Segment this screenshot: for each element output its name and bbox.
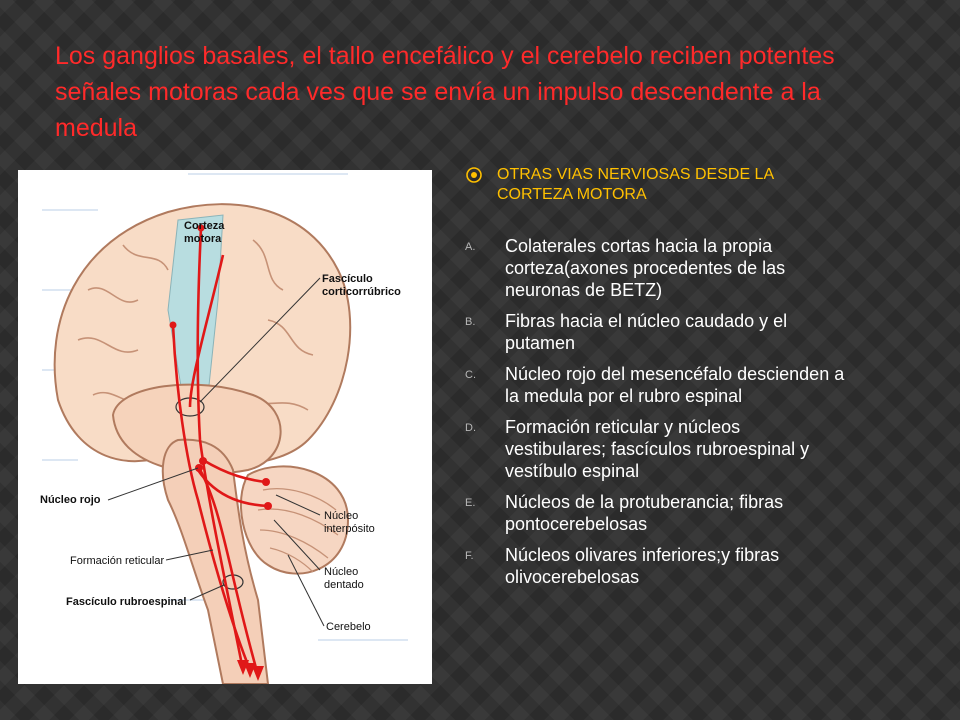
label-fasciculo-corticorrubrico: Fascículo corticorrúbrico — [322, 273, 401, 298]
list-item: E. Núcleos de la protuberancia; fibras pontocerebelosas — [465, 492, 784, 534]
label-nucleo-interposito: Núcleo interpósito — [324, 510, 375, 535]
section-heading — [465, 165, 845, 205]
pathway-list — [465, 235, 845, 588]
list-item: F. Núcleos olivares inferiores;y fibras olivocerebelosas — [465, 545, 780, 587]
content-panel — [465, 160, 845, 597]
label-nucleo-dentado: Núcleo dentado — [324, 566, 364, 591]
target-bullet-icon — [465, 166, 483, 184]
slide-title: Los ganglios basales, el tallo encefálico y el cerebelo reciben potentes señales motoras cada ves que se envía un impulso descendente a la medula — [55, 42, 835, 142]
section-heading-text: OTRAS VIAS NERVIOSAS DESDE LA CORTEZA MOTORA — [497, 166, 774, 203]
label-fasciculo-rubroespinal: Fascículo rubroespinal — [66, 596, 187, 608]
label-cerebelo: Cerebelo — [326, 621, 371, 633]
list-item: C. Núcleo rojo del mesencéfalo descienden a la medula por el rubro espinal — [465, 364, 845, 406]
label-nucleo-rojo: Núcleo rojo — [40, 494, 101, 506]
label-corteza-motora: Corteza motora — [184, 220, 225, 245]
label-formacion-reticular: Formación reticular — [70, 555, 165, 567]
brain-pathway-figure — [18, 170, 432, 684]
list-item: A. Colaterales cortas hacia la propia corteza(axones procedentes de las neuronas de BETZ) — [465, 236, 786, 300]
list-item: B. Fibras hacia el núcleo caudado y el putamen — [465, 311, 788, 353]
list-item: D. Formación reticular y núcleos vestibulares; fascículos rubroespinal y vestíbulo espinal — [465, 417, 810, 481]
